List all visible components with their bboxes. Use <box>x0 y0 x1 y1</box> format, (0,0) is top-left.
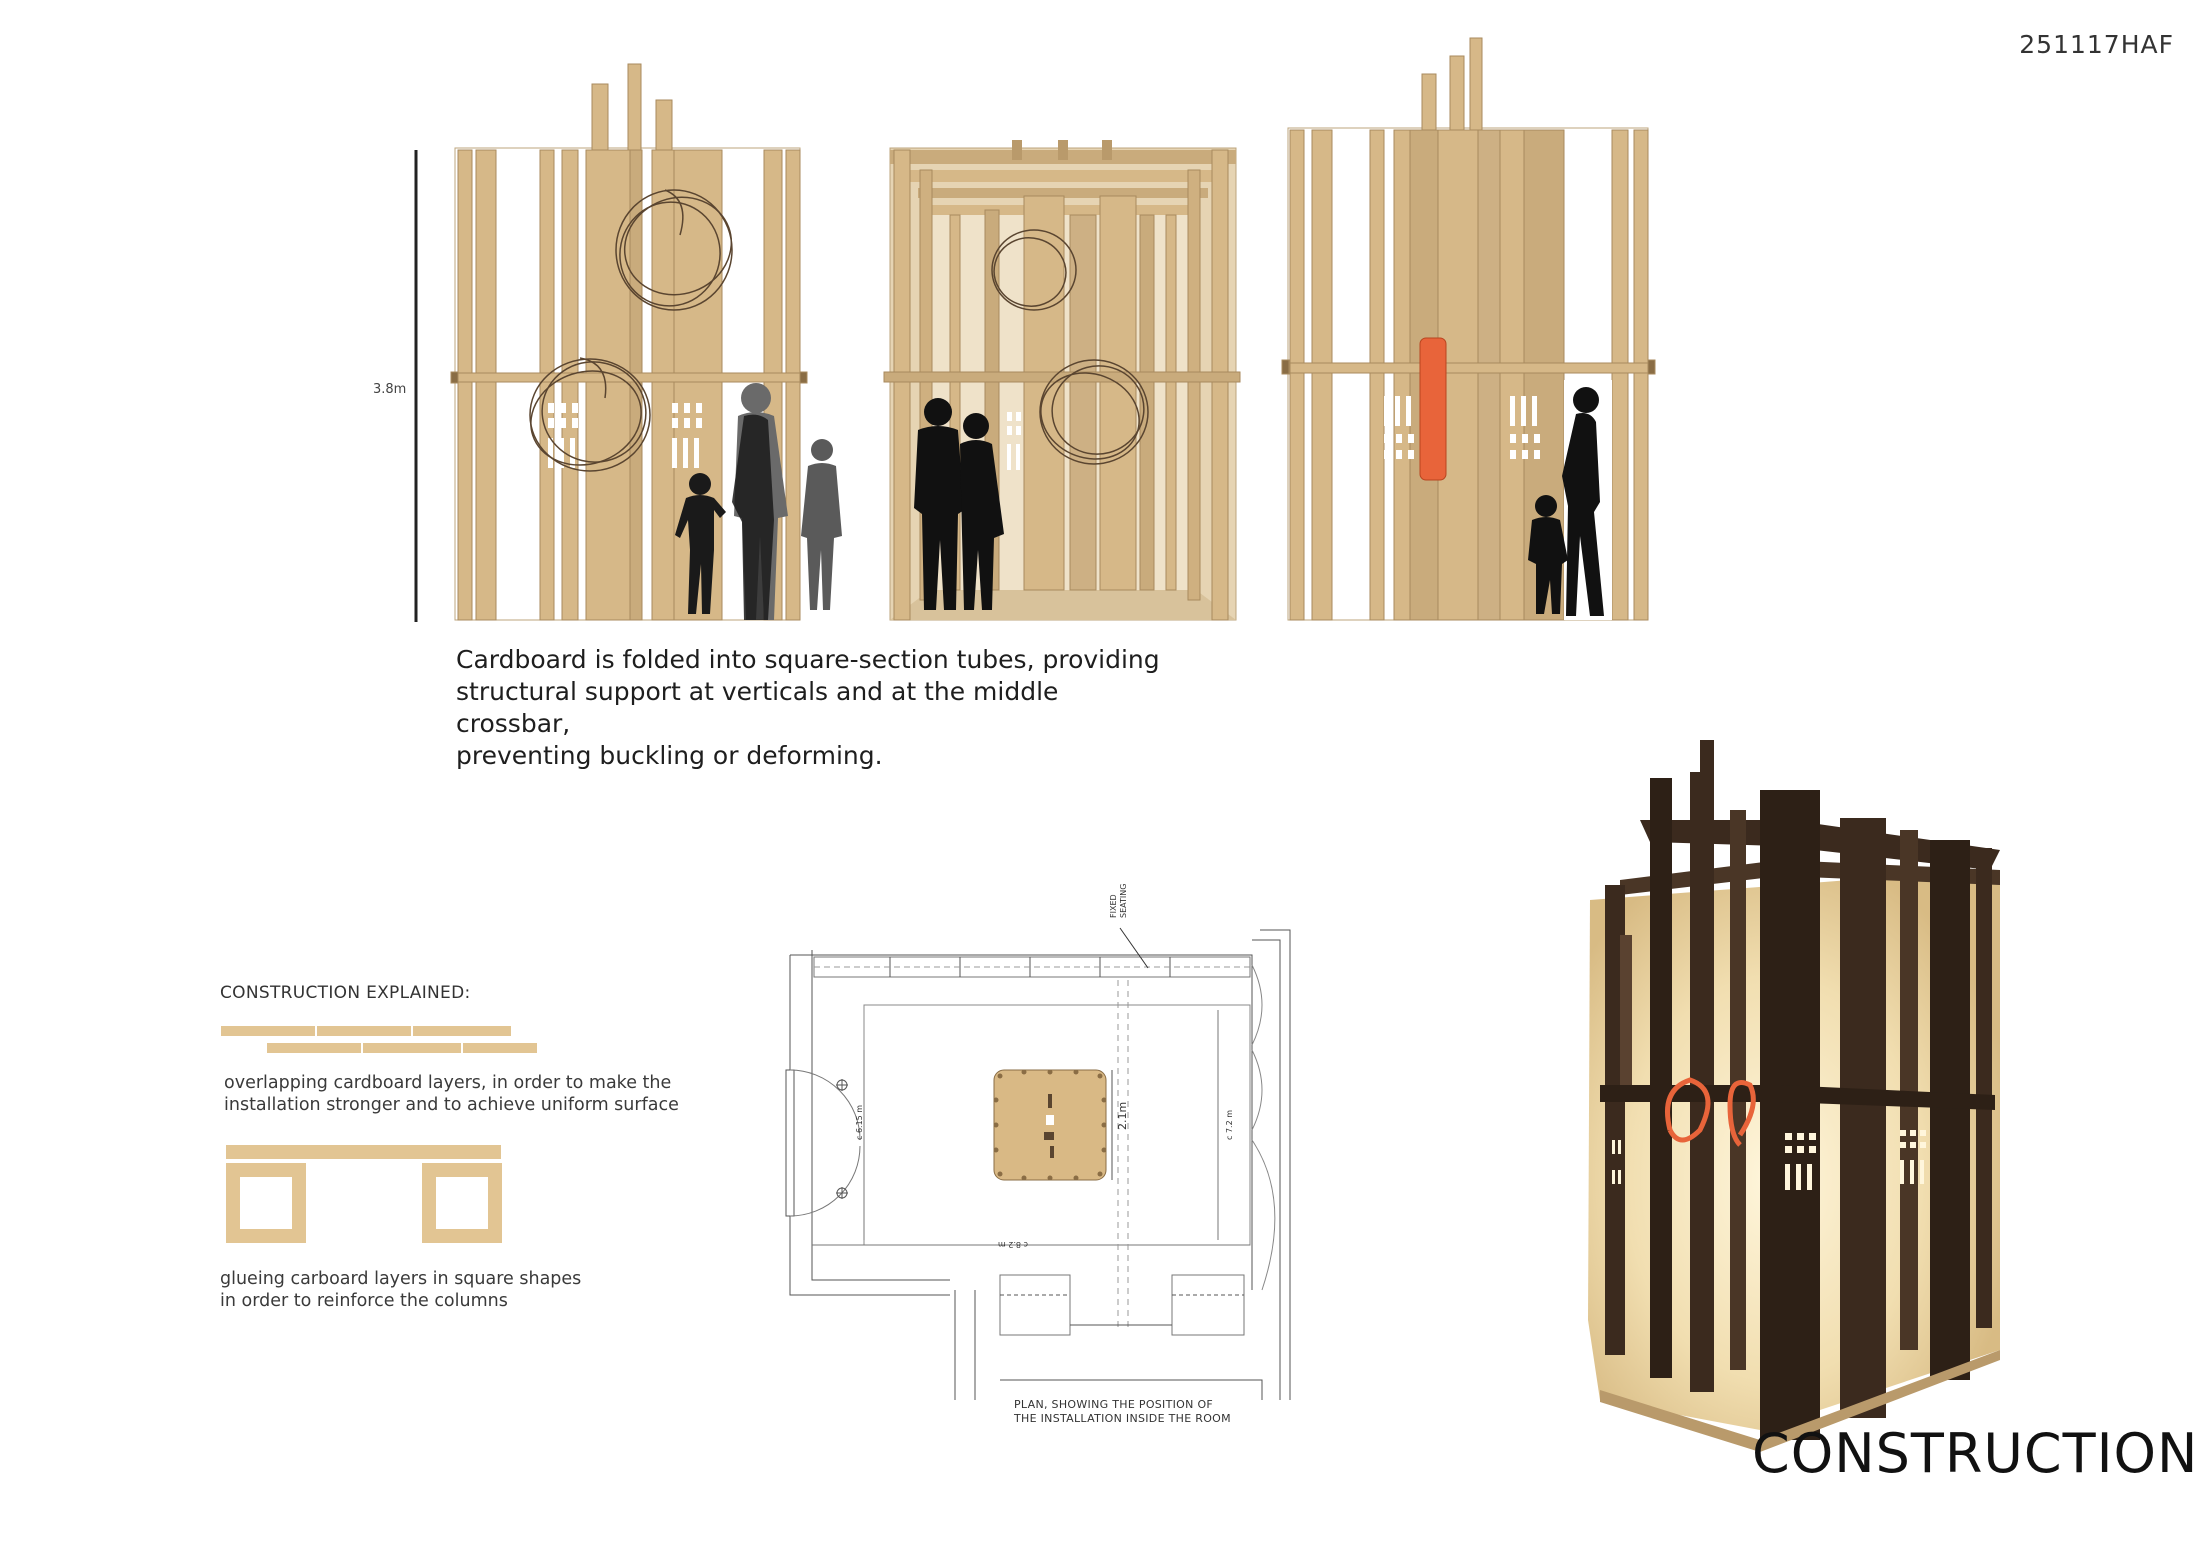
elevation-side <box>1282 38 1655 620</box>
structure-caption <box>456 644 1176 772</box>
render-3d <box>1588 740 2000 1452</box>
structure-caption-line: structural support at verticals and at the middle crossbar, <box>456 677 1059 738</box>
structure-caption-line: Cardboard is folded into square-section tubes, providing <box>456 645 1160 674</box>
overlap-layers-diagram <box>220 1025 538 1054</box>
elevation-front <box>451 64 842 620</box>
plan-caption-line: PLAN, SHOWING THE POSITION OF <box>1014 1398 1214 1411</box>
glued-square-columns-diagram <box>226 1145 502 1243</box>
plan-caption-line: THE INSTALLATION INSIDE THE ROOM <box>1014 1412 1231 1425</box>
overlap-caption-line: overlapping cardboard layers, in order to make the <box>224 1073 672 1093</box>
plan-caption <box>1014 1398 1231 1426</box>
floor-plan <box>786 928 1290 1400</box>
project-code: 251117HAF <box>2019 30 2174 59</box>
plan-dim-right: c 7.2 m <box>1225 1110 1234 1140</box>
plan-dim-left: c 6.15 m <box>855 1104 864 1140</box>
plan-seating-label-1: FIXED <box>1109 894 1118 918</box>
glue-caption <box>220 1268 620 1312</box>
overlap-caption <box>224 1072 684 1116</box>
page-title: CONSTRUCTION <box>1752 1422 2199 1485</box>
glue-caption-line: glueing carboard layers in square shapes <box>220 1269 582 1289</box>
plan-dim-inner: 2.1m <box>1116 1101 1129 1130</box>
construction-heading: CONSTRUCTION EXPLAINED: <box>220 983 471 1003</box>
elevation-perspective <box>884 140 1240 620</box>
plan-dim-width: c 8.2 m <box>998 1240 1028 1249</box>
elevation-height-label: 3.8m <box>373 382 407 397</box>
overlap-caption-line: installation stronger and to achieve uniform surface <box>224 1095 679 1115</box>
glue-caption-line: in order to reinforce the columns <box>220 1291 508 1311</box>
structure-caption-line: preventing buckling or deforming. <box>456 741 883 770</box>
plan-seating-label-2: SEATING <box>1119 883 1128 918</box>
